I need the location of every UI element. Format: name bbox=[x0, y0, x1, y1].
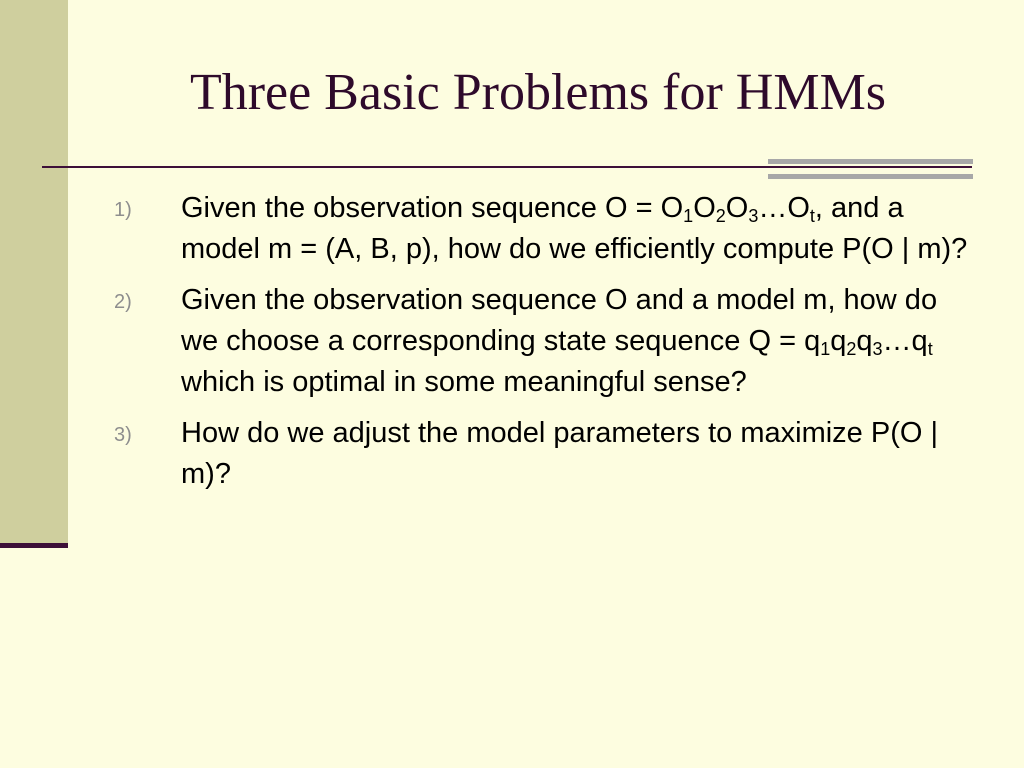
subscript: 2 bbox=[715, 206, 726, 226]
subscript: 3 bbox=[872, 339, 883, 359]
item-number: 1) bbox=[114, 199, 132, 221]
item-text bbox=[181, 417, 938, 490]
text-run: …O bbox=[758, 192, 810, 224]
subscript: 3 bbox=[748, 206, 759, 226]
list-item bbox=[0, 413, 981, 495]
list-item bbox=[0, 188, 981, 270]
text-run: q bbox=[856, 325, 873, 357]
text-run: How do we adjust the model parameters to maximize P(O | m)? bbox=[181, 417, 939, 490]
item-text bbox=[181, 192, 967, 265]
text-run: O bbox=[725, 192, 749, 224]
text-run: , and a model m = (A, B, p), how do we efficiently compute P(O | m)? bbox=[181, 192, 968, 265]
text-run: Given the observation sequence O and a model m, how do we choose a corresponding state sequence Q = q bbox=[181, 284, 938, 357]
title-accent-bar-top bbox=[768, 159, 973, 164]
subscript: 2 bbox=[846, 339, 857, 359]
list-item bbox=[0, 280, 981, 403]
text-run: …q bbox=[882, 325, 928, 357]
title-divider-rule bbox=[42, 166, 972, 168]
item-number: 3) bbox=[114, 424, 132, 446]
title-accent-bar-bottom bbox=[768, 174, 973, 179]
subscript: 1 bbox=[683, 206, 694, 226]
subscript: 1 bbox=[820, 339, 831, 359]
item-number: 2) bbox=[114, 291, 132, 313]
slide-title: Three Basic Problems for HMMs bbox=[189, 64, 887, 121]
subscript: t bbox=[809, 206, 815, 226]
text-run: q bbox=[830, 325, 847, 357]
text-run: O bbox=[693, 192, 716, 224]
subscript: t bbox=[927, 339, 933, 359]
text-run: Given the observation sequence O = O bbox=[181, 192, 684, 224]
side-bar-underline bbox=[0, 543, 68, 548]
text-run: which is optimal in some meaningful sense? bbox=[181, 366, 747, 398]
problem-list bbox=[0, 188, 1024, 505]
item-text bbox=[181, 284, 937, 398]
